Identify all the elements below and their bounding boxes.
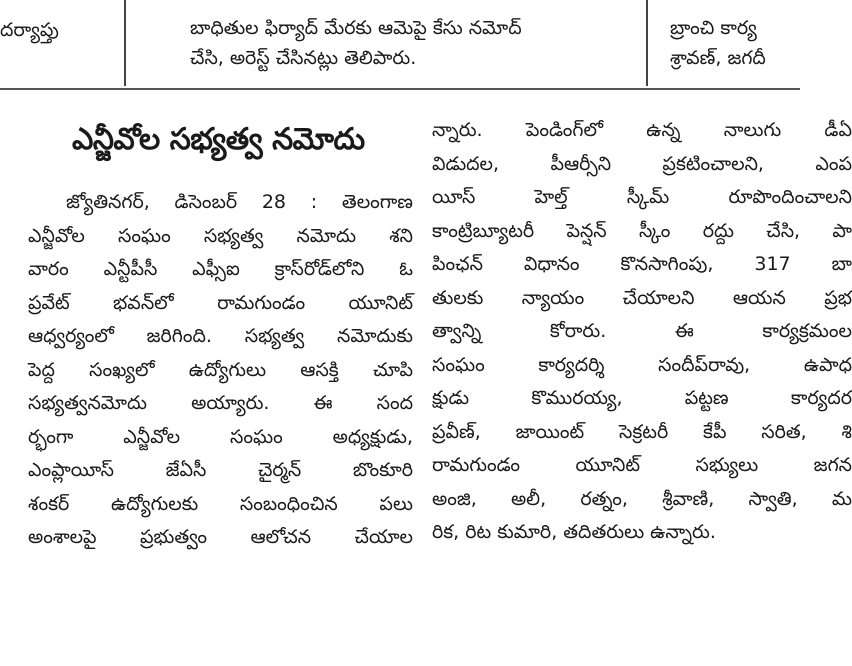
article-line: తులకు న్యాయం చేయాలని ఆయన ప్రభ xyxy=(432,286,852,309)
article-line: ప్రవేట్ భవన్‌లో రామగుండం యూనిట్ xyxy=(28,291,413,314)
article-line: న్నారు. పెండింగ్‌లో ఉన్న నాలుగు డీఏ xyxy=(432,119,852,141)
column-divider-right xyxy=(646,0,648,86)
article-line: పింఛన్ విధానం కొనసాగింపు, 317 బా xyxy=(432,253,852,275)
article-right-column xyxy=(432,114,852,550)
section-divider xyxy=(0,88,800,90)
article-line: సంఘం కార్యదర్శి సందీప్‌రావు, ఉపాధ xyxy=(432,353,852,376)
article-line: త్వాన్ని కోరారు. ఈ కార్యక్రమంల xyxy=(432,320,852,342)
article-line: ఆధ్వర్యంలో జరిగింది. సభ్యత్వ నమోదుకు xyxy=(28,325,413,347)
article-line: రామగుండం యూనిట్ సభ్యులు జగన xyxy=(432,454,852,476)
article-line: ఎన్జీవోల సంఘం సభ్యత్వ నమోదు శని xyxy=(28,224,413,247)
article-line: అంశాలపై ప్రభుత్వం ఆలోచన చేయాల xyxy=(28,526,413,548)
left-column-fragment: దర్యాప్తు xyxy=(0,19,59,41)
article-line: సభ్యత్వనమోదు అయ్యారు. ఈ సంద xyxy=(28,392,413,414)
article-line: ప్రవీణ్, జాయింట్ సెక్రటరీ కేపీ సరిత, శి xyxy=(432,420,852,443)
article-line: ఎంప్లాయీస్ జేఏసీ చైర్మన్ బొంకూరి xyxy=(28,459,413,481)
article-left-column xyxy=(28,186,413,555)
previous-articles-strip xyxy=(0,0,800,86)
article-line: జ్యోతినగర్, డిసెంబర్ 28 : తెలంగాణ xyxy=(66,191,413,213)
middle-column-line-2: చేసి, అరెస్ట్ చేసినట్లు తెలిపారు. xyxy=(190,47,417,69)
article-line: వారం ఎన్టీపీసీ ఎఫ్సీఐ క్రాస్‌రోడ్‌లోని ఓ xyxy=(28,258,413,280)
article-line: క్షుడు కొమురయ్య, పట్టణ కార్యదర xyxy=(432,387,852,409)
column-divider-left xyxy=(124,0,126,86)
right-column-line-2: శ్రావణ్, జగదీ xyxy=(670,47,766,69)
article-line: ర్భంగా ఎన్జీవోల సంఘం అధ్యక్షుడు, xyxy=(28,425,413,448)
right-column-line-1: బ్రాంచి కార్య xyxy=(670,17,757,39)
article-headline: ఎన్జీవోల సభ్యత్వ నమోదు xyxy=(72,122,365,157)
article-line: శంకర్ ఉద్యోగులకు సంబంధించిన పలు xyxy=(28,492,413,515)
article-line: రిక, రిట కుమారి, తదితరులు ఉన్నారు. xyxy=(432,521,716,543)
article-line: కాంట్రిబ్యూటరీ పెన్షన్ స్కీం రద్దు చేసి, పా xyxy=(432,219,852,242)
article-line: పెద్ద సంఖ్యలో ఉద్యోగులు ఆసక్తి చూపి xyxy=(28,358,413,381)
middle-column-line-1: బాధితుల ఫిర్యాద్ మేరకు ఆమెపై కేసు నమోద్ xyxy=(190,17,522,39)
article-line: యీస్ హెల్త్ స్కీమ్ రూపొందించాలని xyxy=(432,186,852,208)
article-line: అంజి, అలీ, రత్నం, శ్రీవాణి, స్వాతి, మ xyxy=(432,487,852,510)
article-line: విడుదల, పీఆర్సీని ప్రకటించాలని, ఎంప xyxy=(432,152,852,175)
